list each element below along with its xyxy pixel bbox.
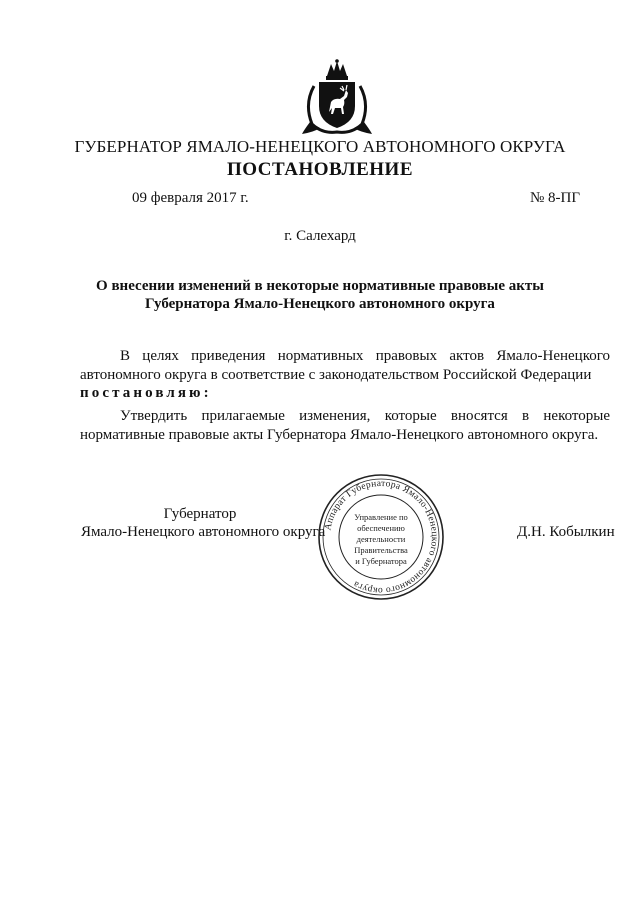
document-number: № 8-ПГ [529,190,580,206]
coat-of-arms-emblem [300,58,374,138]
signatory-name: Д.Н. Кобылкин [517,524,615,540]
resolve-keyword: постановляю: [80,385,212,401]
signatory-position-line-2: Ямало-Ненецкого автономного округа [81,524,326,540]
seal-center-line: и Губернатора [355,556,407,566]
official-seal [316,472,446,602]
seal-center-line: Правительства [354,545,408,555]
heading-line-2: Губернатора Ямало-Ненецкого автономного округа [145,296,495,312]
preamble-paragraph [80,347,610,403]
signatory-position-line-1: Губернатор [163,506,237,522]
seal-center-line: обеспечению [357,523,405,533]
seal-center-line: деятельности [356,534,406,544]
heading-line-1: О внесении изменений в некоторые нормативные правовые акты [96,278,544,294]
document-type-title: ПОСТАНОВЛЕНИЕ [226,159,414,180]
resolution-paragraph: Утвердить прилагаемые изменения, которые вносятся в некоторые нормативные правовые акты Губернатора Ямало-Ненецкого автономного округа. [80,408,610,443]
issue-city: г. Салехард [284,228,356,244]
seal-center-line: Управление по [354,512,408,522]
preamble-text: В целях приведения нормативных правовых актов Ямало-Ненецкого автономного округа в соответствие с законодательством Российской Федерации [80,348,610,383]
document-heading [70,277,570,313]
document-date: 09 февраля 2017 г. [132,190,249,206]
seal-ring-text: Аппарат Губернатора Ямало-Ненецкого автономного округа [323,478,440,596]
issuing-authority: ГУБЕРНАТОР ЯМАЛО-НЕНЕЦКОГО АВТОНОМНОГО ОКРУГА [74,137,566,156]
